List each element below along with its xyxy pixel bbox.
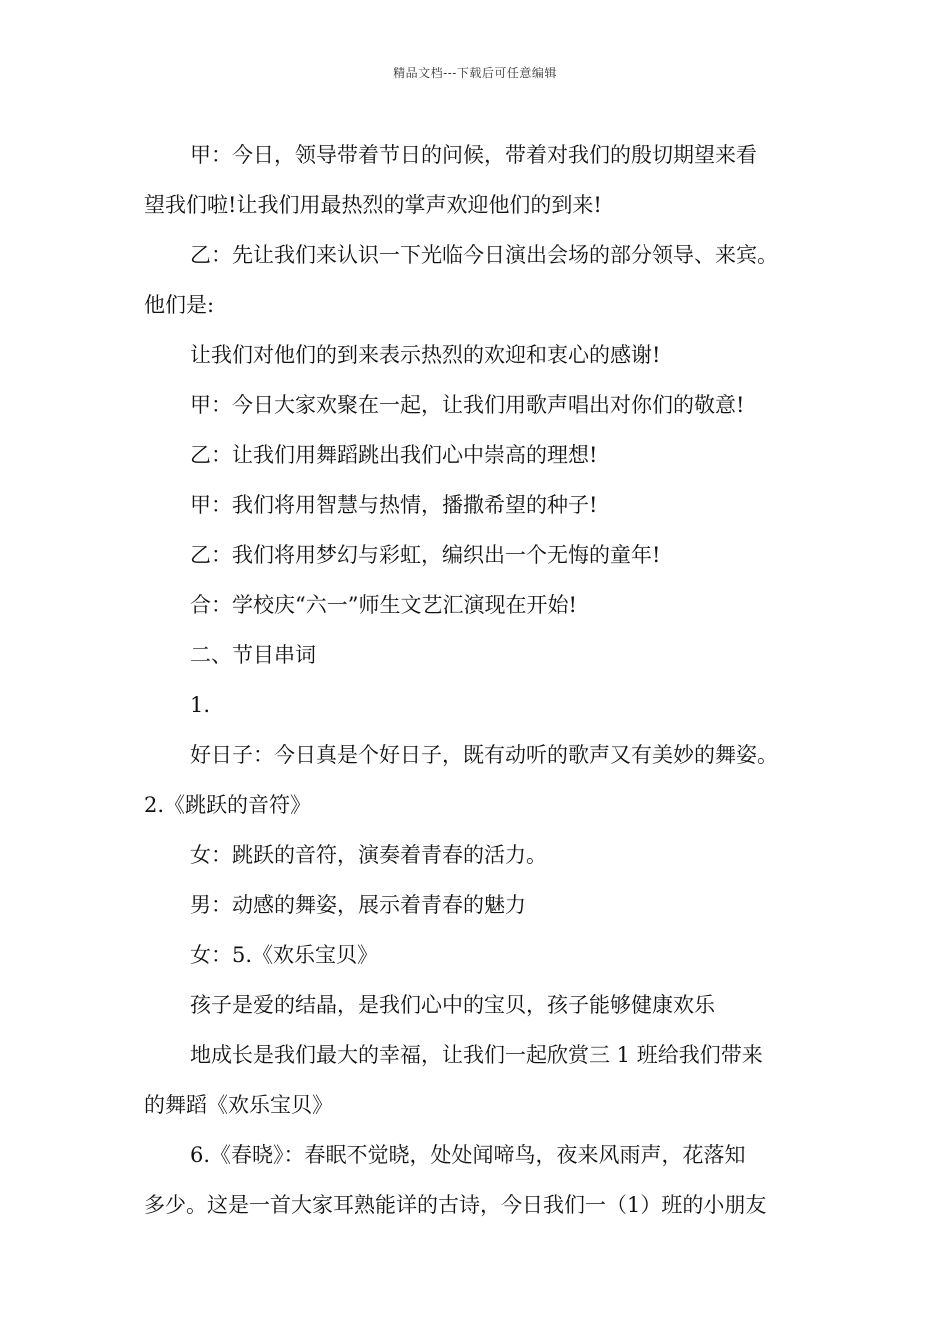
paragraph-line: 望我们啦!让我们用最热烈的掌声欢迎他们的到来! <box>144 193 602 217</box>
section-heading: 二、节目串词 <box>190 643 316 667</box>
paragraph-line: 让我们对他们的到来表示热烈的欢迎和衷心的感谢! <box>190 343 661 367</box>
paragraph-line: 甲：我们将用智慧与热情，播撒希望的种子! <box>190 493 598 517</box>
paragraph-line: 孩子是爱的结晶，是我们心中的宝贝，孩子能够健康欢乐 <box>190 993 715 1017</box>
list-number: 1. <box>190 693 211 717</box>
paragraph-line: 的舞蹈《欢乐宝贝》 <box>144 1093 333 1117</box>
paragraph-line: 女：跳跃的音符，演奏着青春的活力。 <box>190 843 547 867</box>
paragraph-line: 乙：让我们用舞蹈跳出我们心中崇高的理想! <box>190 443 598 467</box>
paragraph-line: 甲：今日，领导带着节日的问候，带着对我们的殷切期望来看 <box>190 143 757 167</box>
program-title: 2.《跳跃的音符》 <box>144 793 312 817</box>
paragraph-line: 好日子：今日真是个好日子，既有动听的歌声又有美妙的舞姿。 <box>190 743 778 767</box>
paragraph-line: 地成长是我们最大的幸福，让我们一起欣赏三 1 班给我们带来 <box>190 1043 763 1067</box>
paragraph-line: 合：学校庆“六一”师生文艺汇演现在开始! <box>190 593 577 617</box>
paragraph-line: 多少。这是一首大家耳熟能详的古诗，今日我们一（1）班的小朋友 <box>144 1193 767 1217</box>
document-body <box>144 130 820 1230</box>
paragraph-line: 6.《春晓》：春眠不觉晓，处处闻啼鸟，夜来风雨声，花落知 <box>190 1143 746 1167</box>
paragraph-line: 男：动感的舞姿，展示着青春的魅力 <box>190 893 526 917</box>
page-header: 精品文档---下载后可任意编辑 <box>393 66 557 80</box>
paragraph-line: 他们是: <box>144 293 215 317</box>
paragraph-line: 乙：先让我们来认识一下光临今日演出会场的部分领导、来宾。 <box>190 243 778 267</box>
paragraph-line: 甲：今日大家欢聚在一起，让我们用歌声唱出对你们的敬意! <box>190 393 745 417</box>
paragraph-line: 乙：我们将用梦幻与彩虹，编织出一个无悔的童年! <box>190 543 661 567</box>
paragraph-line: 女：5.《欢乐宝贝》 <box>190 943 379 967</box>
